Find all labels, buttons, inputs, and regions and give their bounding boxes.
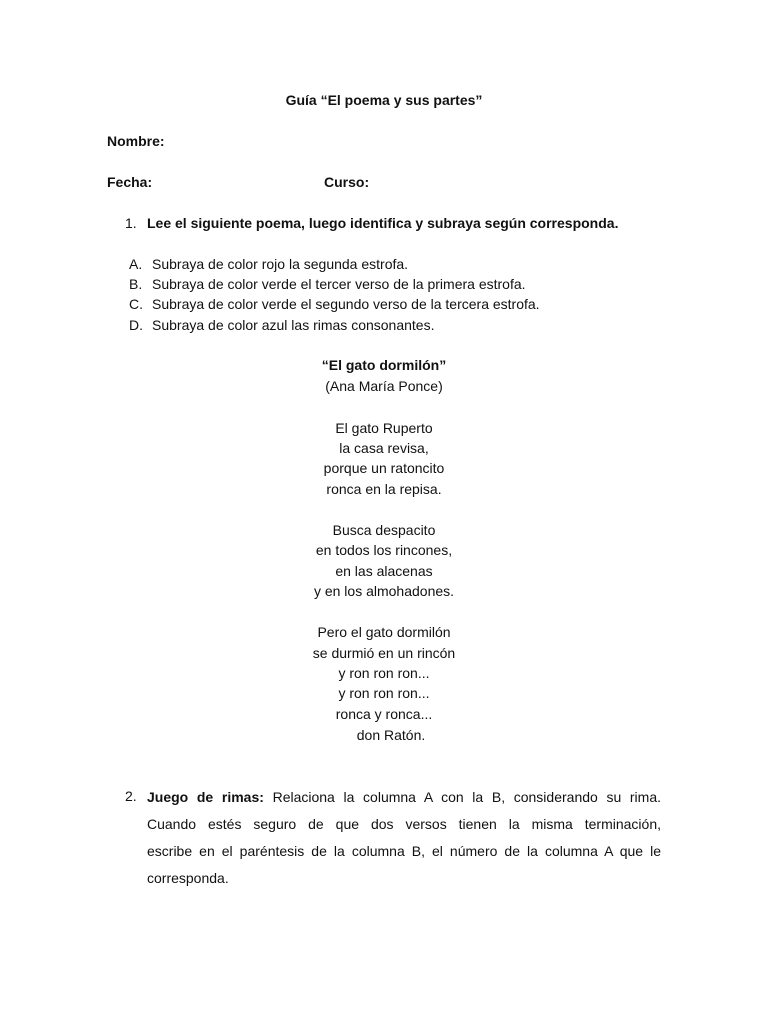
- option-letter: B.: [129, 276, 143, 292]
- poem-verse: Pero el gato dormilón: [317, 624, 451, 640]
- poem-verse: la casa revisa,: [339, 440, 429, 456]
- poem-verse: y ron ron ron...: [338, 665, 430, 681]
- question-2-text: [147, 784, 661, 892]
- question-1-number: 1.: [125, 215, 137, 231]
- poem-verse: en las alacenas: [335, 563, 433, 579]
- course-label: Curso:: [324, 174, 370, 190]
- question-2-line: escribe en el paréntesis de la columna B, el número de la columna A que le: [147, 843, 661, 859]
- question-2-line: corresponda.: [147, 870, 229, 886]
- poem-verse: y en los almohadones.: [313, 583, 455, 599]
- page-title: Guía “El poema y sus partes”: [285, 92, 483, 108]
- poem-author: (Ana María Ponce): [325, 378, 443, 394]
- option-letter: C.: [129, 296, 143, 312]
- poem-verse: El gato Ruperto: [335, 420, 433, 436]
- poem-verse: ronca y ronca...: [335, 706, 433, 722]
- question-2-line: Cuando estés seguro de que dos versos tienen la misma terminación,: [147, 816, 661, 832]
- question-2-line-text: Relaciona la columna A con la B, considerando su rima.: [272, 789, 662, 805]
- question-2-line: [147, 784, 661, 811]
- option-text: Subraya de color azul las rimas consonantes.: [152, 317, 435, 333]
- poem-verse: y ron ron ron...: [338, 685, 430, 701]
- poem-title: “El gato dormilón”: [321, 357, 447, 373]
- poem-verse: Busca despacito: [332, 522, 436, 538]
- option-text: Subraya de color verde el tercer verso de la primera estrofa.: [152, 276, 526, 292]
- poem-verse: ronca en la repisa.: [326, 481, 442, 497]
- poem-verse: porque un ratoncito: [323, 460, 445, 476]
- poem-verse: en todos los rincones,: [315, 542, 453, 558]
- poem-verse: don Ratón.: [356, 727, 426, 743]
- date-label: Fecha:: [107, 174, 153, 190]
- option-text: Subraya de color rojo la segunda estrofa.: [152, 256, 409, 272]
- option-letter: A.: [129, 256, 143, 272]
- question-2-label: Juego de rimas:: [147, 789, 264, 805]
- option-letter: D.: [129, 317, 143, 333]
- question-1-instruction: Lee el siguiente poema, luego identifica y subraya según corresponda.: [147, 215, 619, 231]
- name-label: Nombre:: [107, 133, 165, 149]
- option-text: Subraya de color verde el segundo verso de la tercera estrofa.: [152, 296, 540, 312]
- question-2-number: 2.: [125, 788, 137, 804]
- poem-verse: se durmió en un rincón: [312, 645, 456, 661]
